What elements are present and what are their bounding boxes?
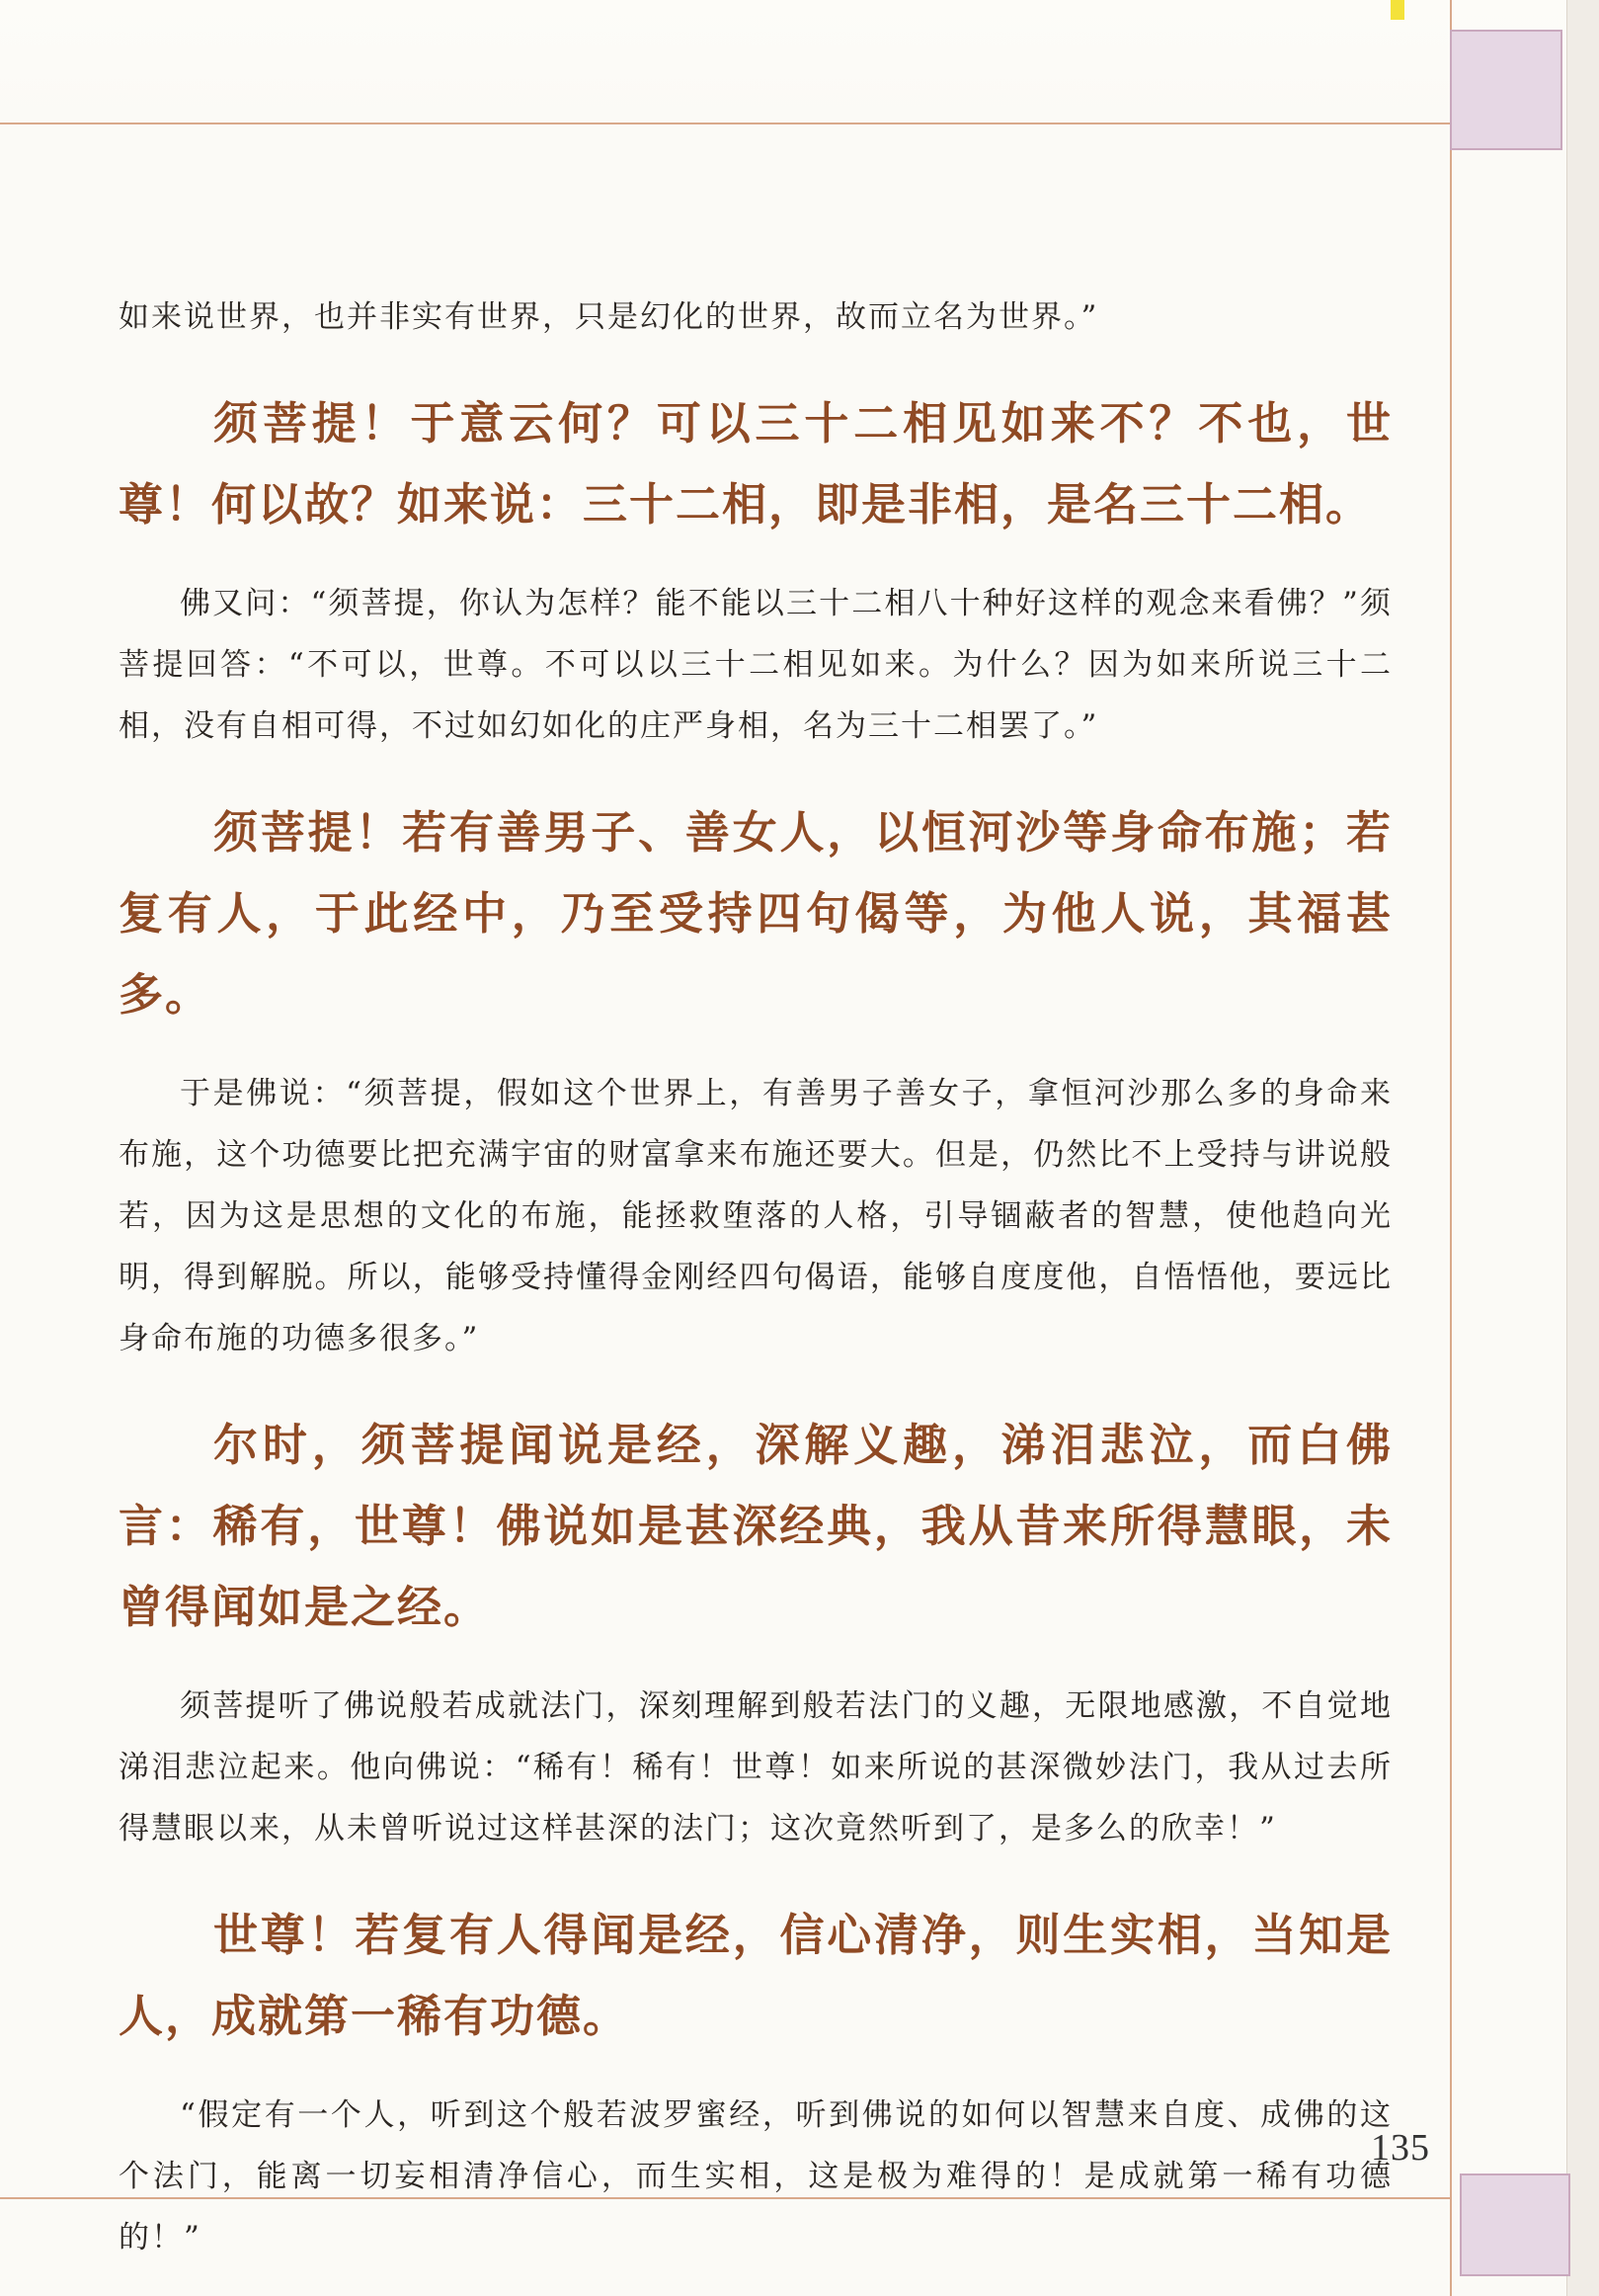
explanation-4: “假定有一个人，听到这个般若波罗蜜经，听到佛说的如何以智慧来自度、成佛的这个法门，能离一切妄相清净信心，而生实相，这是极为难得的！是成就第一稀有功德的！” — [119, 2097, 1393, 2255]
top-margin — [0, 0, 1599, 123]
intro-line: 如来说世界，也并非实有世界，只是幻化的世界，故而立名为世界。” — [119, 299, 1099, 335]
explanation-1: 佛又问：“须菩提，你认为怎样？能不能以三十二相八十种好这样的观念来看佛？”须菩提回答：“不可以，世尊。不可以以三十二相见如来。为什么？因为如来所说三十二相，没有自相可得，不过如幻如化的庄严身相，名为三十二相罢了。” — [119, 586, 1393, 744]
sutra-verse-3: 尔时，须菩提闻说是经，深解义趣，涕泪悲泣，而白佛言：稀有，世尊！佛说如是甚深经典，我从昔来所得慧眼，未曾得闻如是之经。 — [119, 1419, 1393, 1633]
frame-top-line — [0, 123, 1452, 124]
explanation-2: 于是佛说：“须菩提，假如这个世界上，有善男子善女子，拿恒河沙那么多的身命来布施，这个功德要比把充满宇宙的财富拿来布施还要大。但是，仍然比不上受持与讲说般若，因为这是思想的文化的布施，能拯救堕落的人格，引导锢蔽者的智慧，使他趋向光明，得到解脱。所以，能够受持懂得金刚经四句偈语，能够自度度他，自悟悟他，要远比身命布施的功德多很多。” — [119, 1076, 1393, 1356]
bookmark-tab — [1391, 0, 1404, 20]
frame-right-line — [1450, 0, 1452, 2296]
page-content — [119, 287, 1393, 2268]
sutra-verse-2: 须菩提！若有善男子、善女人，以恒河沙等身命布施；若复有人，于此经中，乃至受持四句偈等，为他人说，其福甚多。 — [119, 806, 1393, 1021]
sutra-verse-1: 须菩提！于意云何？可以三十二相见如来不？不也，世尊！何以故？如来说：三十二相，即是非相，是名三十二相。 — [119, 397, 1393, 531]
sutra-verse-4: 世尊！若复有人得闻是经，信心清净，则生实相，当知是人，成就第一稀有功德。 — [119, 1909, 1393, 2042]
explanation-3: 须菩提听了佛说般若成就法门，深刻理解到般若法门的义趣，无限地感激，不自觉地涕泪悲泣起来。他向佛说：“稀有！稀有！世尊！如来所说的甚深微妙法门，我从过去所得慧眼以来，从未曾听说过这样甚深的法门；这次竟然听到了，是多么的欣幸！” — [119, 1688, 1393, 1846]
page-number: 135 — [1371, 2127, 1430, 2169]
corner-ornament-bottom — [1460, 2173, 1570, 2276]
corner-ornament-top — [1450, 30, 1562, 150]
page-edge-strip — [1566, 0, 1599, 2296]
